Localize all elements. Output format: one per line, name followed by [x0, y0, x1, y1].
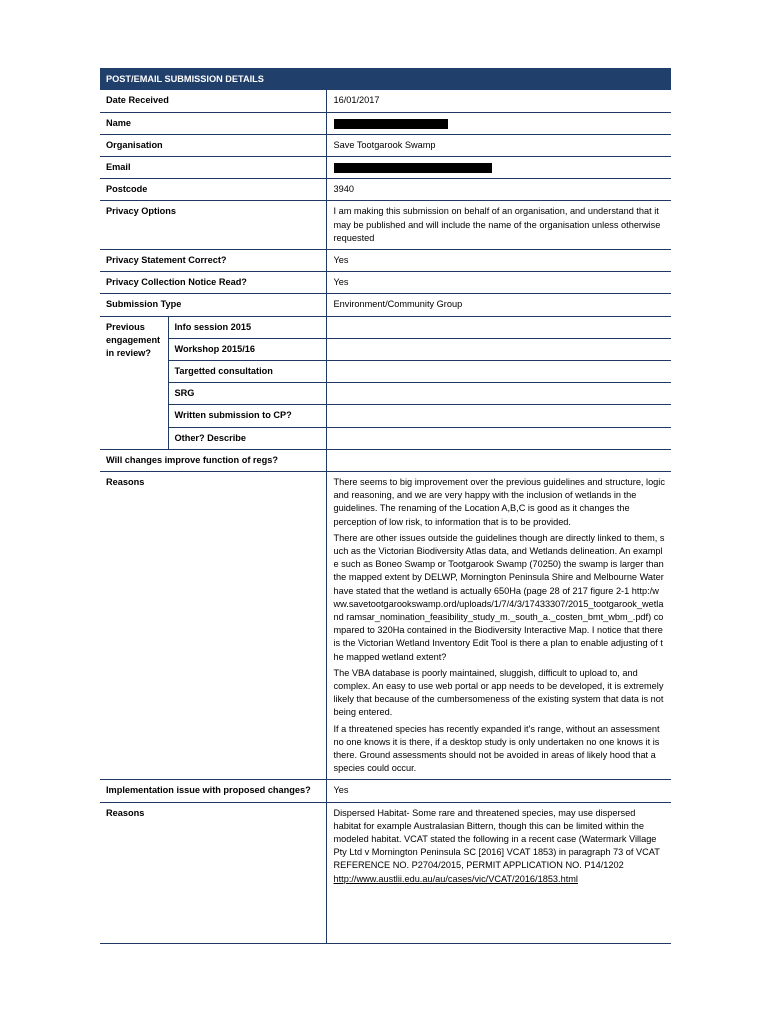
- improve-function-label: Will changes improve function of regs?: [100, 449, 326, 471]
- reasons-label: Reasons: [100, 471, 326, 779]
- name-value: [326, 112, 671, 134]
- redacted-email-bar: [334, 163, 492, 173]
- reasons-paragraph: Dispersed Habitat- Some rare and threatened species, may use dispersed habitat for example Australasian Bittern, though this can be limited within the modeled habitat. VCAT stated the following in a recent case (Watermark Village Pty Ltd v Mornington Peninsula SC [2016] VCAT 1853) in paragraph 73 of VCAT REFERENCE NO. P2704/2015, PERMIT APPLICATION NO. P14/1202: [333, 807, 660, 871]
- submission-type-label: Submission Type: [100, 294, 326, 316]
- reasons-label: Reasons: [100, 802, 326, 943]
- previous-item: Targetted consultation: [168, 360, 326, 382]
- organisation-label: Organisation: [100, 134, 326, 156]
- email-value: [326, 156, 671, 178]
- submission-details-table: [100, 68, 671, 944]
- postcode-value: 3940: [326, 179, 671, 201]
- postcode-label: Postcode: [100, 179, 326, 201]
- email-label: Email: [100, 156, 326, 178]
- implementation-issue-value: Yes: [326, 780, 671, 802]
- table-header: POST/EMAIL SUBMISSION DETAILS: [100, 68, 671, 90]
- reasons-paragraph: There are other issues outside the guidelines though are directly linked to them, such as the Victorian Biodiversity Atlas data, and Wetlands delineation. An example such as Boneo Swamp or Tootgarook Swamp (70250) the swamp is larger than the mapped extent by DELWP, Mornington Peninsula Shire and Melbourne Water have stated that the wetland is actually 650Ha (page 28 of 217 figure 2-1 http:/www.savetootgarookswamp.ord/uploads/1/7/4/3/17433307/2015_tootgarook_wetland ramsar_nomination_feasibility_study_m._south_a._costen_bmt_wbm_.pdf) compared to 320Ha contained in the Biodiversity Interactive Map. I notice that there is the Victorian Wetland Inventory Edit Tool is there a plan to enable adjusting of the mapped wetland extent?: [333, 532, 665, 662]
- austlii-link[interactable]: http://www.austlii.edu.au/au/cases/vic/VCAT/2016/1853.html: [333, 873, 578, 884]
- privacy-statement-value: Yes: [326, 249, 671, 271]
- organisation-value: Save Tootgarook Swamp: [326, 134, 671, 156]
- previous-item: Workshop 2015/16: [168, 338, 326, 360]
- previous-engagement-label: Previous engagement in review?: [100, 316, 168, 449]
- name-label: Name: [100, 112, 326, 134]
- reasons-value: [326, 802, 671, 943]
- date-received-value: 16/01/2017: [326, 90, 671, 112]
- previous-item: Written submission to CP?: [168, 405, 326, 427]
- previous-item-value: [326, 360, 671, 382]
- previous-item: Other? Describe: [168, 427, 326, 449]
- privacy-notice-value: Yes: [326, 272, 671, 294]
- reasons-paragraph: If a threatened species has recently expanded it's range, without an assessment no one knows it is there, if a desktop study is only undertaken no one knows it is there. Ground assessments should not be avoided in areas of likely hood that a species could occur.: [333, 723, 660, 774]
- privacy-statement-label: Privacy Statement Correct?: [100, 249, 326, 271]
- reasons-paragraph: The VBA database is poorly maintained, sluggish, difficult to upload to, and complex. An easy to use web portal or app needs to be developed, it is extremely likely that because of the cumbersomeness of the existing system that data is not being entered.: [333, 667, 664, 718]
- previous-item: SRG: [168, 383, 326, 405]
- previous-item-value: [326, 383, 671, 405]
- previous-item-value: [326, 405, 671, 427]
- reasons-paragraph: There seems to big improvement over the previous guidelines and structure, logic and reasoning, and we are very happy with the inclusion of wetlands in the guidelines. The renaming of the Location A,B,C is good as it changes the perception of low risk, to information that is to be provided.: [333, 476, 665, 527]
- improve-function-value: [326, 449, 671, 471]
- privacy-options-value: I am making this submission on behalf of an organisation, and understand that it may be published and will include the name of the organisation unless otherwise requested: [326, 201, 671, 250]
- implementation-issue-label: Implementation issue with proposed changes?: [100, 780, 326, 802]
- previous-item: Info session 2015: [168, 316, 326, 338]
- privacy-notice-label: Privacy Collection Notice Read?: [100, 272, 326, 294]
- reasons-value: [326, 471, 671, 779]
- redacted-name-bar: [334, 119, 448, 129]
- previous-item-value: [326, 338, 671, 360]
- privacy-options-label: Privacy Options: [100, 201, 326, 250]
- previous-item-value: [326, 316, 671, 338]
- date-received-label: Date Received: [100, 90, 326, 112]
- submission-type-value: Environment/Community Group: [326, 294, 671, 316]
- previous-item-value: [326, 427, 671, 449]
